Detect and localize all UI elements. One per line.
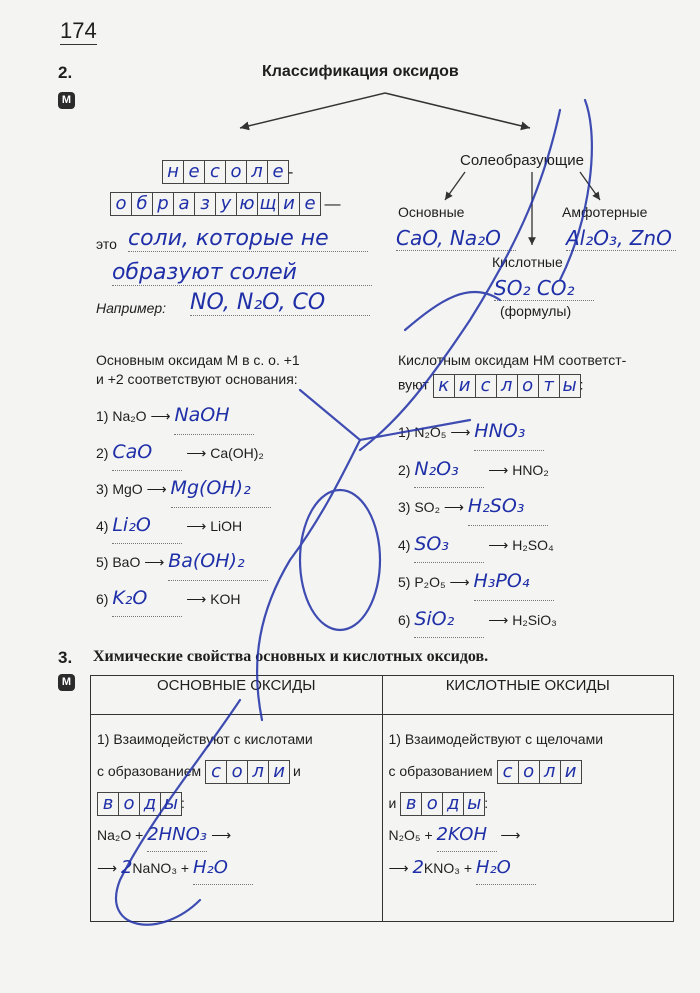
- list-item: 6) K₂O ⟶ KOH: [96, 581, 271, 618]
- cell: о: [517, 374, 539, 398]
- cell: о: [225, 160, 247, 184]
- formulas-label: (формулы): [500, 303, 572, 319]
- definition-line-1: соли, которые не: [128, 226, 368, 252]
- cell: и: [454, 374, 476, 398]
- equation-line: N₂O₅ + 2KOH ⟶: [389, 819, 668, 852]
- letter-cells: в о д ы: [400, 792, 484, 816]
- letter-cells: с о л и: [205, 760, 289, 784]
- col-header-basic: ОСНОВНЫЕ ОКСИДЫ: [91, 676, 383, 715]
- letter-cells: с о л и: [497, 760, 581, 784]
- text-line: с образованием с о л и: [389, 755, 668, 787]
- task3-number: 3.: [58, 648, 73, 667]
- amphoteric-examples: Al₂O₃, ZnO: [566, 226, 676, 251]
- task2-number: 2.: [58, 63, 73, 82]
- cell: у: [215, 192, 237, 216]
- cell: т: [538, 374, 560, 398]
- letter-cells-1: [162, 160, 288, 184]
- task3-title: Химические свойства основных и кислотных оксидов.: [93, 648, 489, 665]
- list-item: 1) Na₂O ⟶ NaOH: [96, 398, 271, 435]
- cell: и: [278, 192, 300, 216]
- classification-arrows: [0, 0, 700, 300]
- non-salt-forming-label-2: [110, 192, 340, 216]
- acidic-examples: SO₂ CO₂: [494, 276, 594, 301]
- non-salt-forming-label: [162, 160, 293, 184]
- basic-examples: CaO, Na₂O: [396, 226, 516, 251]
- list-item: 5) P₂O₅ ⟶ H₃PO₄: [398, 563, 557, 601]
- acid-list: [398, 413, 557, 638]
- cell: е: [267, 160, 289, 184]
- letter-cells: в о д ы: [97, 792, 181, 816]
- list-item: 2) N₂O₃ ⟶ HNO₂: [398, 451, 557, 489]
- list-item: 4) Li₂O ⟶ LiOH: [96, 508, 271, 545]
- text-line: в о д ы :: [97, 787, 376, 819]
- text-line: с образованием с о л и и: [97, 761, 301, 783]
- basic-label: Основные: [398, 204, 465, 220]
- equation-line: ⟶ 2KNO₃ + H₂O: [389, 852, 668, 885]
- cell: ю: [236, 192, 258, 216]
- m-badge-icon: М: [58, 674, 75, 691]
- basic-oxides-text-2: и +2 соответствуют основания:: [96, 371, 298, 387]
- examples-non-salt: NO, N₂O, CO: [190, 290, 370, 316]
- cell: е: [299, 192, 321, 216]
- naprimer-label: Например:: [96, 300, 167, 316]
- list-item: 6) SiO₂ ⟶ H₂SiO₃: [398, 601, 557, 639]
- cell: о: [110, 192, 132, 216]
- basic-oxides-text-1: Основным оксидам М в с. о. +1: [96, 352, 300, 368]
- acid-properties-cell: [382, 715, 674, 922]
- dash: —: [324, 196, 341, 213]
- list-item: 1) N₂O₅ ⟶ HNO₃: [398, 413, 557, 451]
- acid-oxides-text-2: вуют к и с л о т ы :: [398, 375, 584, 396]
- equation-line: Na₂O + 2HNO₃ ⟶: [97, 819, 376, 852]
- list-item: 4) SO₃ ⟶ H₂SO₄: [398, 526, 557, 564]
- cell: р: [152, 192, 174, 216]
- text-line: 1) Взаимодействуют с щелочами: [388, 731, 604, 747]
- list-item: 2) CaO ⟶ Ca(OH)₂: [96, 435, 271, 472]
- eto-label: это: [96, 236, 117, 252]
- equation-line: ⟶ 2NaNO₃ + H₂O: [97, 852, 376, 885]
- cell: л: [246, 160, 268, 184]
- dash: -: [288, 164, 294, 181]
- cell: щ: [257, 192, 279, 216]
- acid-oxides-text-1: Кислотным оксидам НМ соответст-: [398, 352, 627, 368]
- salt-forming-label: Солеобразующие: [460, 152, 584, 169]
- col-header-acid: КИСЛОТНЫЕ ОКСИДЫ: [382, 676, 674, 715]
- properties-table: [90, 675, 674, 922]
- list-item: 5) BaO ⟶ Ba(OH)₂: [96, 544, 271, 581]
- cell: к: [433, 374, 455, 398]
- acidic-label: Кислотные: [492, 254, 563, 270]
- cell: с: [204, 160, 226, 184]
- basic-properties-cell: [91, 715, 383, 922]
- cell: е: [183, 160, 205, 184]
- letter-cells-2: [110, 192, 320, 216]
- cell: с: [475, 374, 497, 398]
- cell: а: [173, 192, 195, 216]
- cell: б: [131, 192, 153, 216]
- cell: л: [496, 374, 518, 398]
- list-item: 3) SO₂ ⟶ H₂SO₃: [398, 488, 557, 526]
- task2-title: Классификация оксидов: [262, 63, 459, 80]
- m-badge-icon: М: [58, 92, 75, 109]
- amphoteric-label: Амфотерные: [562, 204, 648, 220]
- basic-list: [96, 398, 271, 617]
- list-item: 3) MgO ⟶ Mg(OH)₂: [96, 471, 271, 508]
- text-line: и в о д ы :: [388, 793, 489, 815]
- cell: з: [194, 192, 216, 216]
- acid-letter-cells: [433, 374, 580, 398]
- cell: ы: [559, 374, 581, 398]
- page-number: 174: [60, 18, 97, 43]
- text-line: 1) Взаимодействуют с кислотами: [97, 731, 313, 747]
- cell: н: [162, 160, 184, 184]
- definition-line-2: образуют солей: [112, 260, 372, 286]
